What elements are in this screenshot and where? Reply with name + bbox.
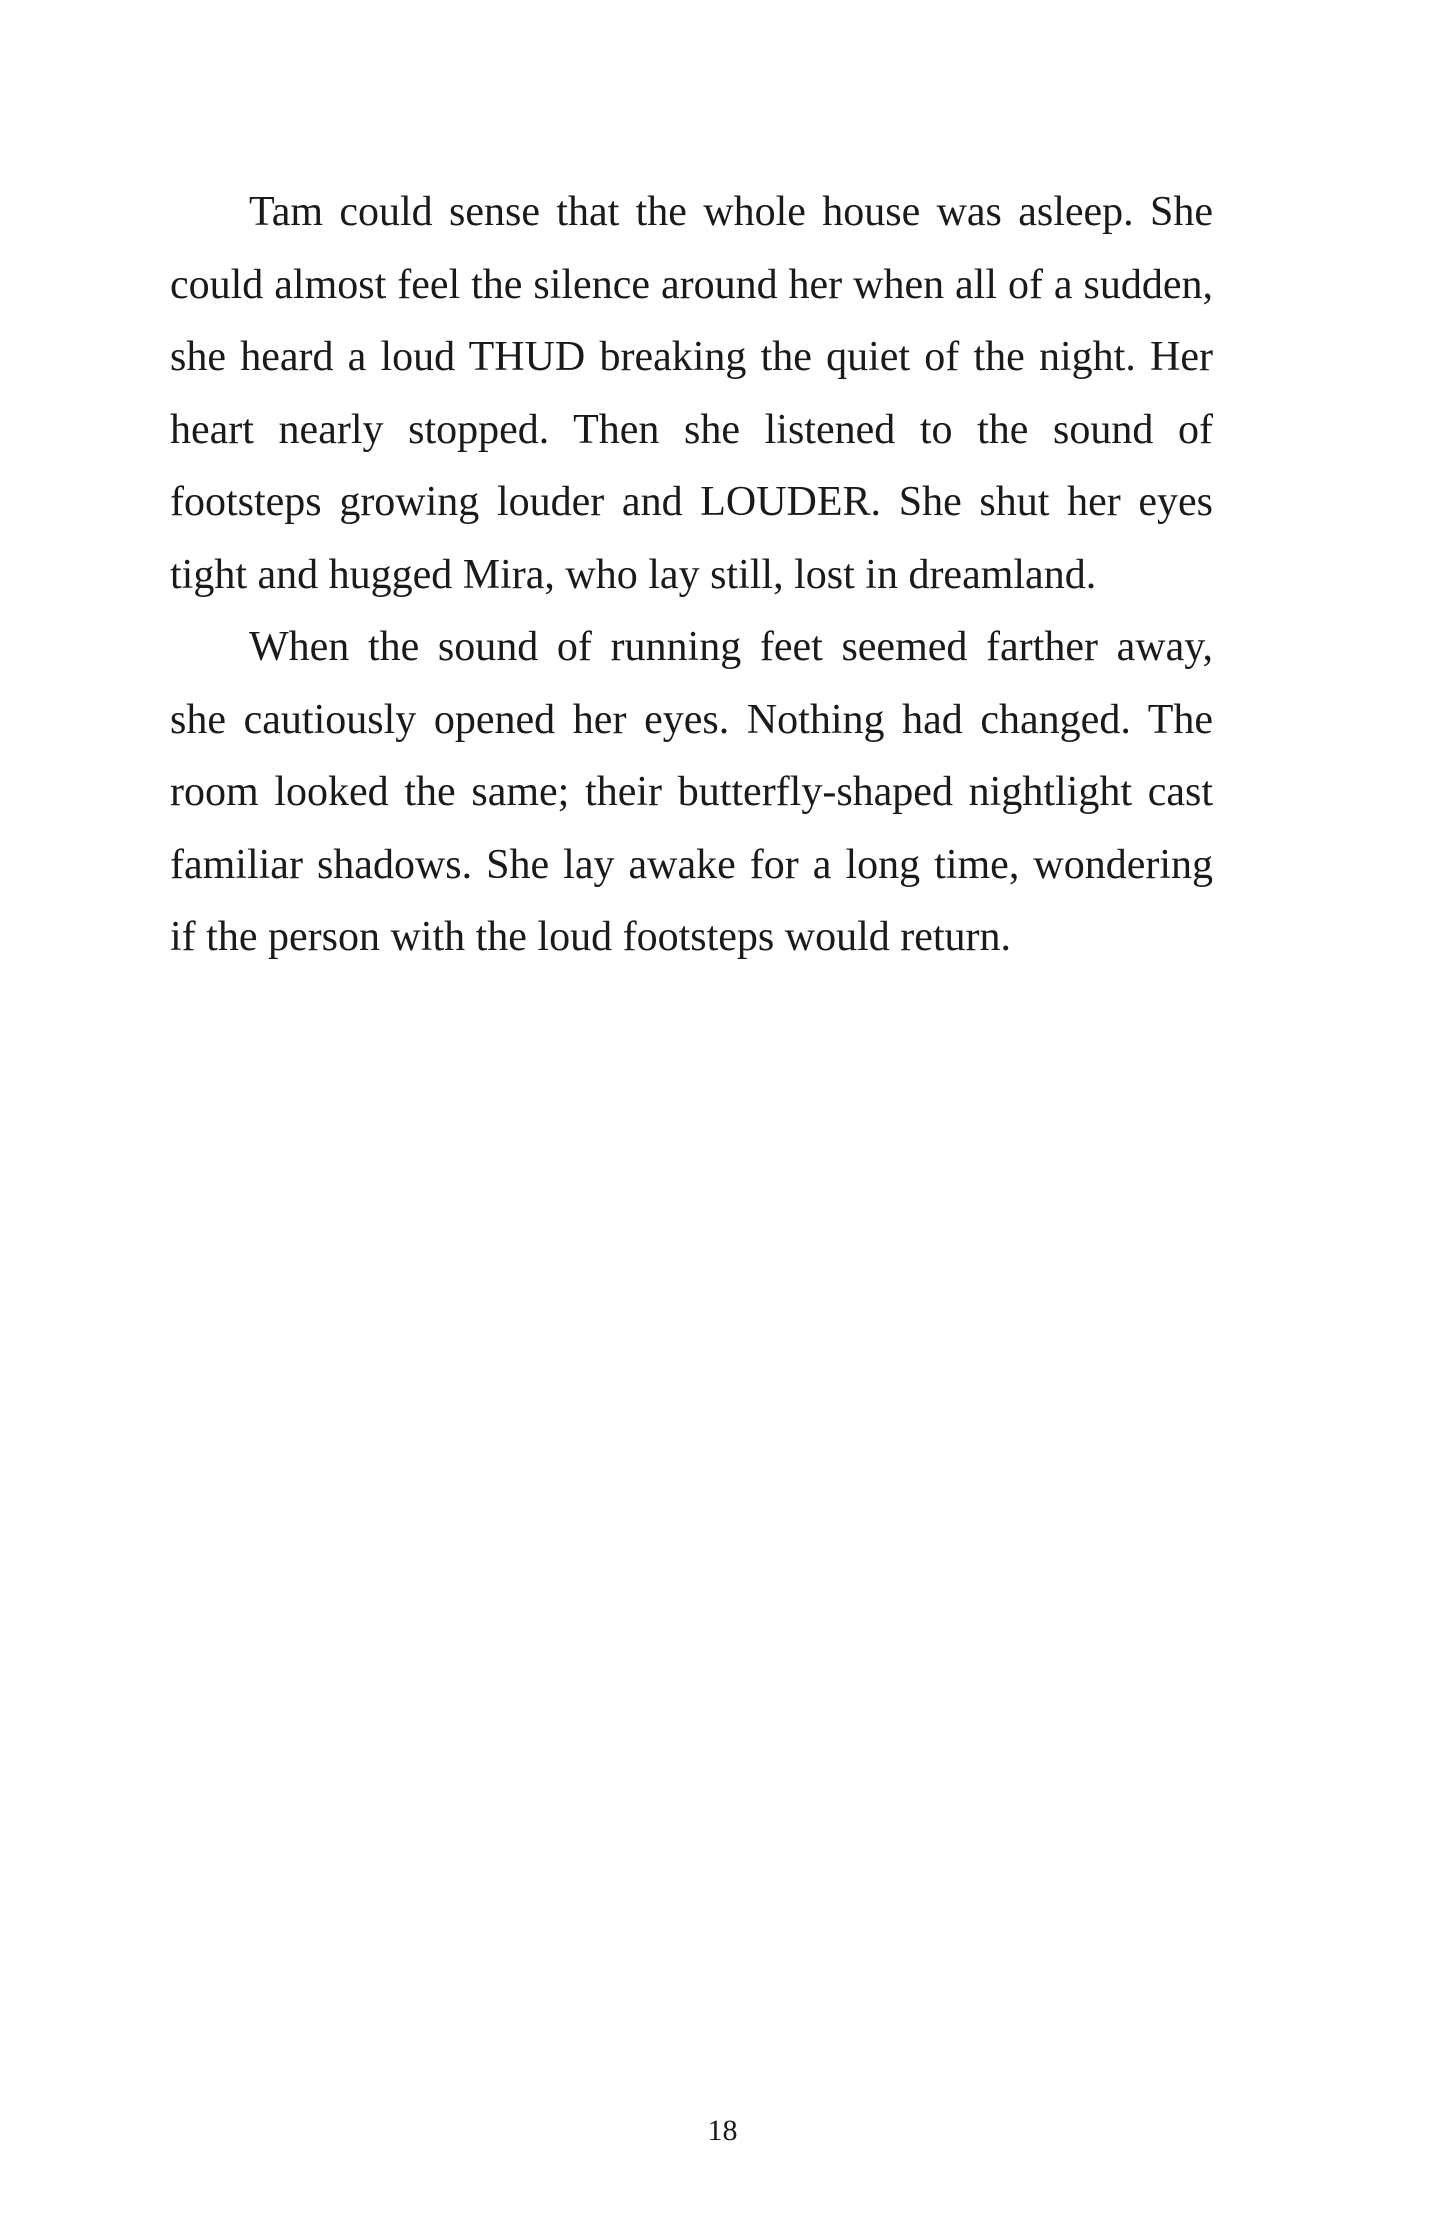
paragraph-1: Tam could sense that the whole house was asleep. She could almost feel the silence around her when all of a sudden, she heard a loud THUD breaking the quiet of the night. Her heart nearly stopped. Then she listened to the sound of footsteps growing louder and LOUDER. She shut her eyes tight and hugged Mira, who lay still, lost in dreamland.	[170, 189, 1213, 598]
body-text	[170, 176, 1213, 974]
page-number: 18	[707, 2114, 738, 2147]
paragraph-2: When the sound of running feet seemed farther away, she cautiously opened her eyes. Nothing had changed. The room looked the same; their butterfly-shaped nightlight cast familiar shadows. She lay awake for a long time, wondering if the person with the loud footsteps would return.	[170, 624, 1213, 960]
